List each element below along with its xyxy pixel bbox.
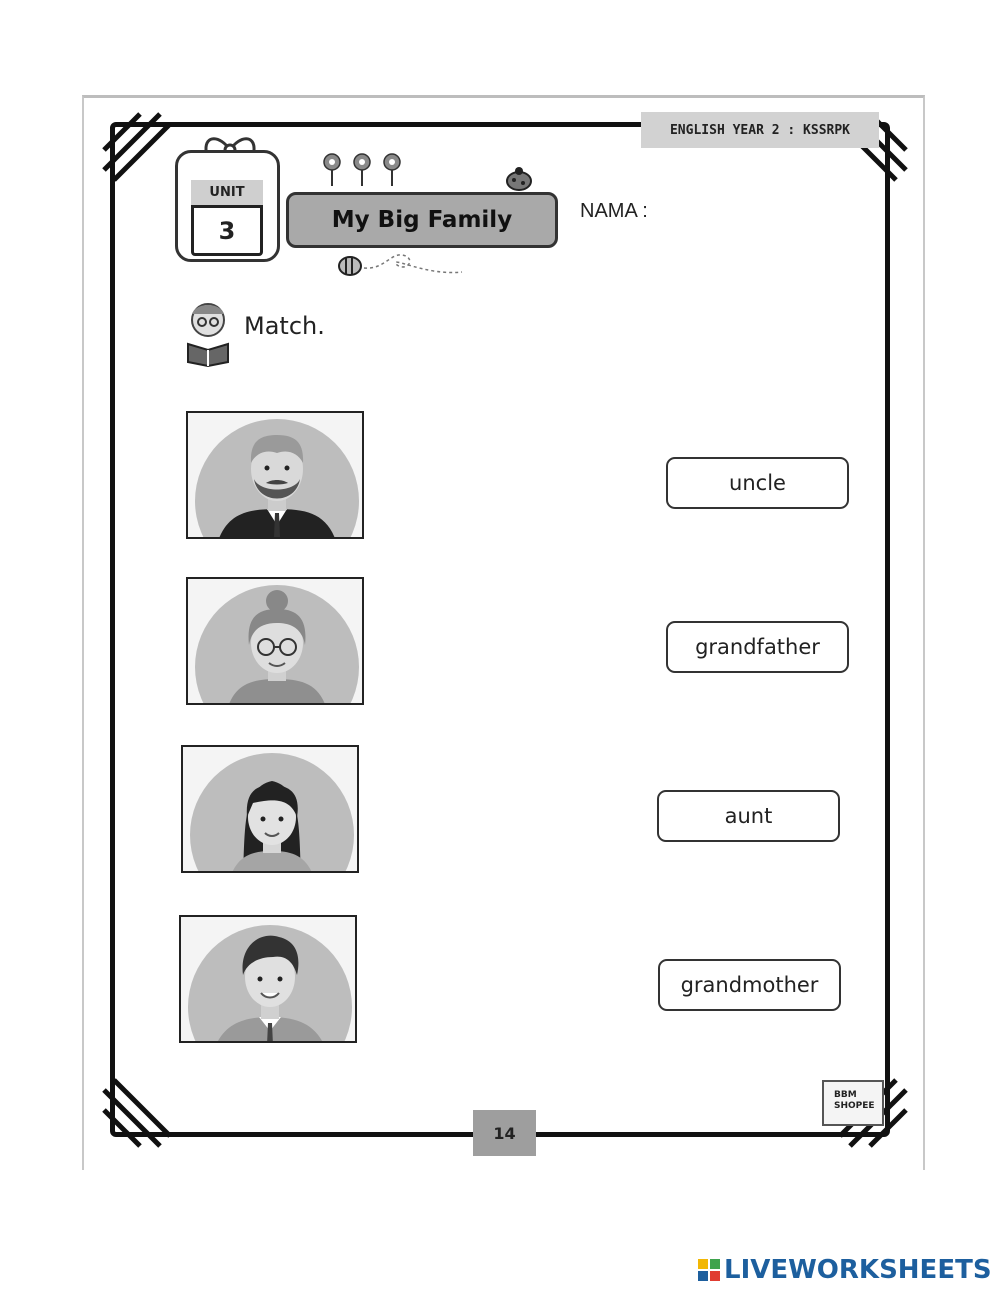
instruction-text: Match.: [244, 312, 325, 340]
picture-bearded-man[interactable]: [186, 411, 364, 539]
name-label: NAMA :: [580, 200, 648, 222]
word-box-aunt[interactable]: aunt: [657, 790, 840, 842]
badge-line-2: SHOPEE: [834, 1101, 875, 1111]
picture-woman-long-hair[interactable]: [181, 745, 359, 873]
word-box-uncle[interactable]: uncle: [666, 457, 849, 509]
bee-icon: [336, 248, 466, 280]
worksheet-title: My Big Family: [286, 192, 558, 248]
bbm-shopee-badge: [822, 1080, 884, 1126]
flowers-icon: [318, 150, 408, 190]
brand-name: LIVEWORKSHEETS: [724, 1255, 992, 1285]
ladybug-icon: [505, 166, 533, 192]
reading-child-icon: [182, 298, 238, 368]
badge-line-1: BBM: [834, 1090, 857, 1100]
course-tag: ENGLISH YEAR 2 : KSSRPK: [641, 112, 879, 148]
page-number: 14: [473, 1110, 536, 1156]
word-box-grandmother[interactable]: grandmother: [658, 959, 841, 1011]
corner-decoration-top-left: [100, 110, 180, 190]
corner-decoration-bottom-left: [100, 1070, 180, 1150]
unit-number: 3: [218, 217, 236, 245]
word-box-grandfather[interactable]: grandfather: [666, 621, 849, 673]
unit-label: UNIT: [191, 180, 263, 208]
liveworksheets-blocks-icon: [698, 1259, 720, 1281]
picture-older-woman-glasses[interactable]: [186, 577, 364, 705]
liveworksheets-logo[interactable]: [698, 1255, 992, 1285]
name-field[interactable]: [672, 198, 872, 228]
picture-young-man[interactable]: [179, 915, 357, 1043]
